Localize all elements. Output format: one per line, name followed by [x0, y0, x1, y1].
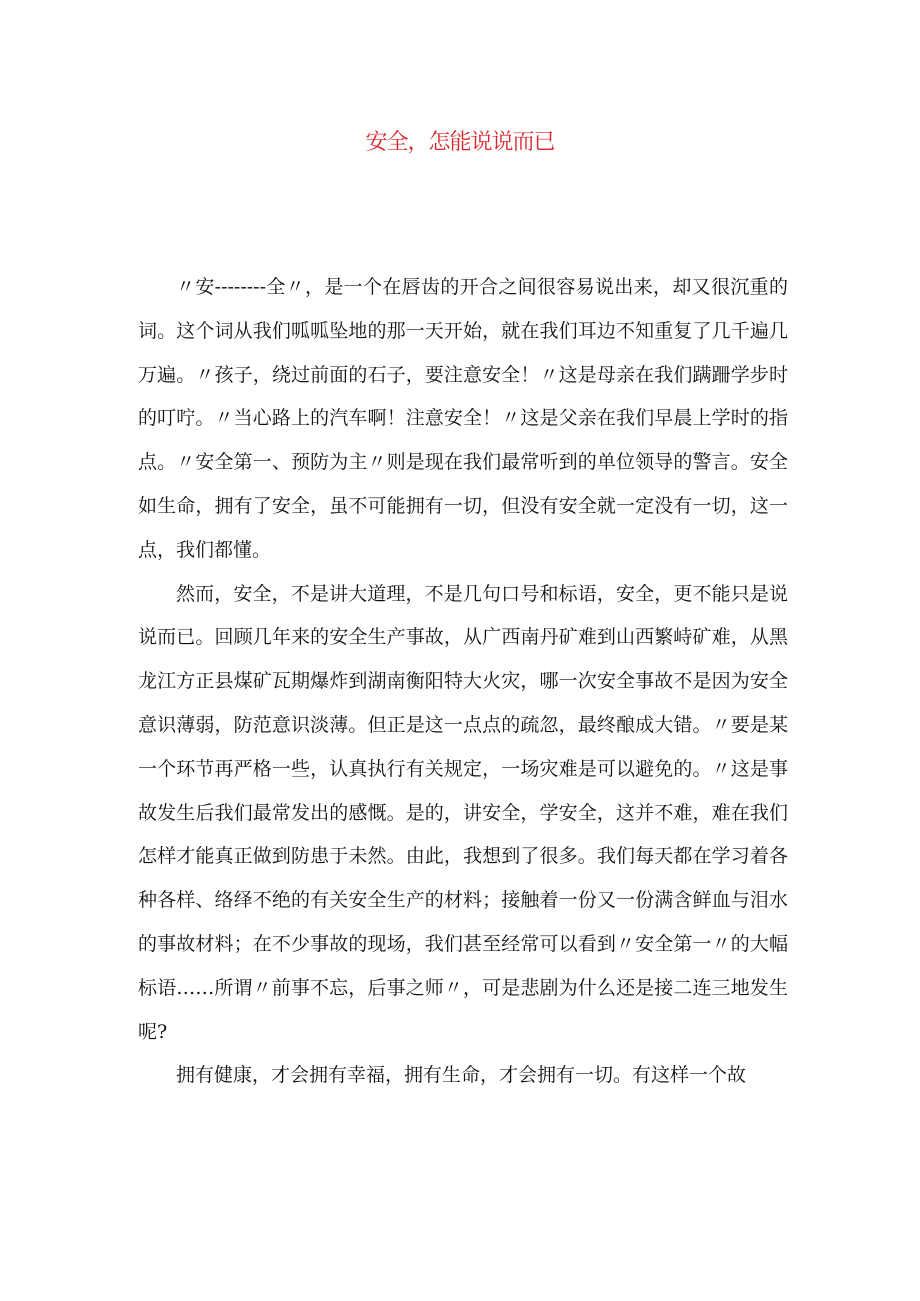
paragraph-1: 〃安--------全〃，是一个在唇齿的开合之间很容易说出来，却又很沉重的词。这个词从我们呱呱坠地的那一天开始，就在我们耳边不知重复了几千遍几万遍。〃孩子，绕过前面的石子，要注意安全！〃这是母亲在我们蹒跚学步时的叮咛。〃当心路上的汽车啊！注意安全！〃这是父亲在我们早晨上学时的指点。〃安全第一、预防为主〃则是现在我们最常听到的单位领导的警言。安全如生命，拥有了安全，虽不可能拥有一切，但没有安全就一定没有一切，这一点，我们都懂。: [138, 276, 788, 561]
document-title: 安全，怎能说说而已: [365, 130, 555, 155]
paragraph-2: 然而，安全，不是讲大道理，不是几句口号和标语，安全，更不能只是说说而已。回顾几年来的安全生产事故，从广西南丹矿难到山西繁峙矿难，从黑龙江方正县煤矿瓦期爆炸到湖南衡阳特大火灾，哪一次安全事故不是因为安全意识薄弱，防范意识淡薄。但正是这一点点的疏忽，最终酿成大错。〃要是某一个环节再严格一些，认真执行有关规定，一场灾难是可以避免的。〃这是事故发生后我们最常发出的感慨。是的，讲安全，学安全，这并不难，难在我们怎样才能真正做到防患于未然。由此，我想到了很多。我们每天都在学习着各种各样、络绎不绝的有关安全生产的材料；接触着一份又一份满含鲜血与泪水的事故材料；在不少事故的现场，我们甚至经常可以看到〃安全第一〃的大幅标语……所谓〃前事不忘，后事之师〃，可是悲剧为什么还是接二连三地发生呢?: [138, 582, 788, 1043]
paragraph-3: 拥有健康，才会拥有幸福，拥有生命，才会拥有一切。有这样一个故: [176, 1064, 747, 1087]
document-body: [138, 266, 788, 1098]
